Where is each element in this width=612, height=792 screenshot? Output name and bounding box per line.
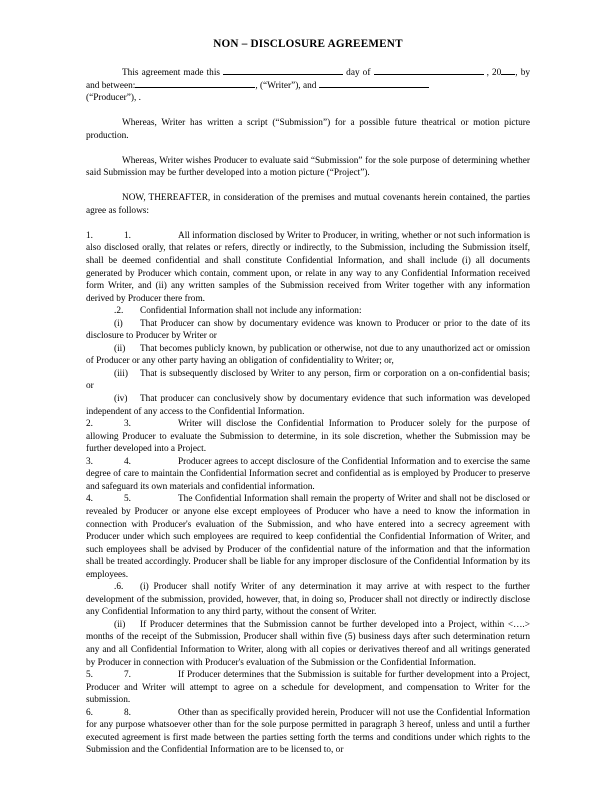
clause-text: That is subsequently disclosed by Writer to any person, firm or corporation on a on-confidential basis; or [86, 368, 530, 392]
clause-paragraph [86, 230, 530, 305]
spacer [86, 105, 530, 118]
clause-text: If Producer determines that the Submission is suitable for further development into a Project, Producer and Writer will attempt to agree on a schedule for development, and compensation to Writer for the submission. [86, 670, 530, 706]
page-title: NON – DISCLOSURE AGREEMENT [213, 38, 403, 50]
clause-inner-number: 5. [124, 494, 131, 505]
clause-text: (i) Producer shall notify Writer of any determination it may arrive at with respect to the further development of the submission, provided, however, that, in doing so, Producer shall not directly or indirectly disclose any Confidential Information to any third party, without the consent of Writer. [86, 582, 530, 618]
clause-inner-number: 7. [124, 670, 131, 681]
clause-text: Producer agrees to accept disclosure of the Confidential Information and to exercise the same degree of care to maintain the Confidential Information secret and confidential as is employed by Producer to preserve and safeguard its own materials and confidential information. [86, 456, 530, 492]
clause-paragraph [86, 318, 530, 343]
clause-inner-number: 4. [124, 456, 131, 467]
clause-inner-number: (ii) [114, 619, 126, 630]
clause-outer-number: 4. [86, 494, 93, 505]
clause-inner-number: (ii) [114, 343, 126, 354]
clause-paragraph [86, 619, 530, 669]
producer-line: (“Producer”), . [86, 93, 141, 104]
clause-paragraph [86, 418, 530, 456]
clause-inner-number: (i) [114, 318, 123, 329]
clause-outer-number: 1. [86, 230, 93, 241]
spacer [86, 217, 530, 230]
clause-inner-number: 8. [124, 707, 131, 718]
preamble-text-4: , by and between: [86, 68, 530, 91]
recital-3: NOW, THEREAFTER, in consideration of the premises and mutual covenants herein contained, the parties agree as follows: [86, 193, 530, 216]
clause-outer-number: 6. [86, 707, 93, 718]
date-month-blank[interactable] [374, 74, 484, 75]
clause-text: All information disclosed by Writer to Producer, in writing, whether or not such information is also disclosed orally, that relates or refers, directly or indirectly, to the Submission, including the Submission itself, shall be deemed confidential and shall constitute Confidential Information, and shall include (i) all documents generated by Producer which contain, comment upon, or relate in any way to any Confidential Information received form Writer, and (ii) any written samples of the Submission received from Writer together with any information derived by Producer there from. [86, 230, 530, 304]
preamble-text-2: day of [343, 68, 374, 78]
clause-paragraph [86, 343, 530, 368]
clause-paragraph [86, 707, 530, 757]
recital-2: Whereas, Writer wishes Producer to evaluate said “Submission” for the sole purpose of determining whether said Submission may be further developed into a motion picture (“Project”). [86, 155, 530, 179]
date-day-blank[interactable] [223, 74, 343, 75]
clause-paragraph [86, 493, 530, 581]
preamble-text-5: , (“Writer”), and [255, 80, 319, 91]
writer-name-blank[interactable] [135, 87, 255, 88]
clause-inner-number: 1. [124, 230, 131, 241]
clause-text: The Confidential Information shall remain the property of Writer and shall not be disclosed or revealed by Producer or anyone else except employees of Producer who have a need to know the information in connection with Producer's evaluation of the Submission, and who have entered into a secrecy agreement with Producer under which such employees are required to keep confidential the Confidential Information of Writer, and such employees shall be advised by Producer of the confidential nature of the information and that the information shall be treated accordingly. Producer shall be liable for any improper disclosure of the Confidential Information by its employees. [86, 494, 530, 580]
clause-inner-number: 3. [124, 419, 131, 430]
clause-text: Other than as specifically provided herein, Producer will not use the Confidential Information for any purpose whatsoever other than for the sole purpose permitted in paragraph 3 hereof, unless and until a further executed agreement is first made between the parties setting forth the terms and conditions under which rights to the Submission and the Confidential Information are to be licensed to, or [86, 707, 530, 756]
clause-outer-number: 3. [86, 456, 93, 467]
clause-text: That Producer can show by documentary evidence was known to Producer or prior to the date of its disclosure to Producer by Writer or [86, 318, 530, 342]
clause-paragraph [86, 305, 530, 318]
clause-inner-number: .2. [114, 306, 124, 317]
clause-list [86, 230, 530, 757]
spacer [86, 142, 530, 155]
preamble-text-1: This agreement made this [122, 68, 224, 78]
clause-paragraph [86, 669, 530, 707]
clause-text: If Producer determines that the Submission cannot be further developed into a Project, within <….> months of the receipt of the Submission, Producer shall within five (5) business days after such determination return any and all Confidential Information to Writer, along with all copies or derivatives thereof and all writings generated by Producer in connection with Producer's evaluation of the Submission or the Confidential Information. [86, 619, 530, 668]
clause-text: That becomes publicly known, by publication or otherwise, not due to any unauthorized act or omission of Producer or any other party having an obligation of confidentiality to Writer; or, [86, 343, 530, 367]
preamble-text-3: , 20 [483, 68, 502, 78]
clause-paragraph [86, 456, 530, 494]
clause-inner-number: (iii) [114, 368, 128, 379]
recital-1: Whereas, Writer has written a script (“Submission”) for a possible future theatrical or motion picture production. [86, 118, 530, 141]
clause-outer-number: 5. [86, 670, 93, 681]
clause-paragraph [86, 581, 530, 619]
clause-text: Confidential Information shall not include any information: [140, 306, 362, 317]
date-year-blank[interactable] [501, 74, 515, 75]
clause-text: Writer will disclose the Confidential Information to Producer solely for the purpose of allowing Producer to evaluate the Submission to determine, in its sole discretion, whether the Submission may be further developed into a Project. [86, 419, 530, 455]
spacer [86, 180, 530, 193]
clause-paragraph [86, 393, 530, 418]
clause-text: That producer can conclusively show by documentary evidence that such information was developed independent of any access to the Confidential Information. [86, 394, 530, 417]
clause-outer-number: 2. [86, 419, 93, 430]
clause-inner-number: (iv) [114, 394, 128, 405]
preamble-paragraph [86, 67, 530, 92]
clause-paragraph [86, 368, 530, 393]
clause-inner-number: .6. [114, 582, 124, 593]
producer-name-blank[interactable] [319, 87, 429, 88]
